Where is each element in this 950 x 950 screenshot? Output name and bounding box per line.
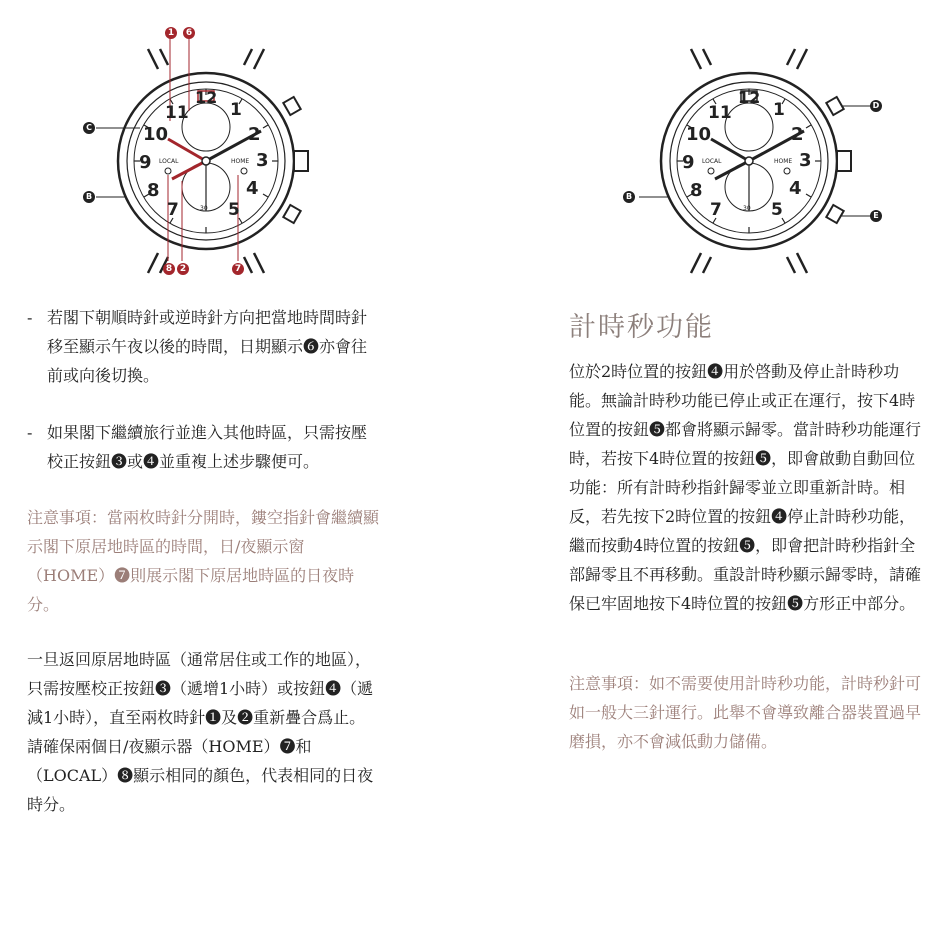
dial-numeral-11: 11 [708, 103, 732, 123]
local-label: LOCAL [159, 158, 179, 165]
left-paragraph: 一旦返回原居地時區（通常居住或工作的地區），只需按壓校正按鈕❸（遞增1小時）或按鈕❹（遞減1小時），直至兩枚時針❶及❷重新疊合爲止。請確保兩個日/夜顯示器（HOME）❼和（LOCAL）❽顯示相同的顏色，代表相同的日夜時分。 [27, 650, 374, 814]
section-title: 計時秒功能 [569, 312, 714, 343]
dial-numeral-4: 4 [246, 178, 259, 199]
local-label: LOCAL [702, 158, 722, 165]
dial-numeral-9: 9 [682, 152, 695, 173]
subdial-30-label: 30 [743, 205, 751, 212]
subdial-30-label: 30 [200, 205, 208, 212]
right-paragraph: 位於2時位置的按鈕❹用於啓動及停止計時秒功能。無論計時秒功能已停止或正在運行，按下4時位置的按鈕❺都會將顯示歸零。當計時秒功能運行時，若按下4時位置的按鈕❺，即會啟動自動回位功能：所有計時秒指針歸零並立即重新計時。相反，若先按下2時位置的按鈕❹停止計時秒功能，繼而按動4時位置的按鈕❺，即會把計時秒指針全部歸零且不再移動。重設計時秒顯示歸零時，請確保已牢固地按下4時位置的按鈕❺方形正中部分。 [569, 362, 922, 613]
dial-numeral-8: 8 [690, 180, 703, 201]
callout-2: 2 [177, 263, 189, 275]
callout-1: 1 [165, 27, 177, 39]
dial-numeral-10: 10 [686, 124, 712, 145]
dial-numeral-3: 3 [799, 150, 812, 171]
dial-numeral-5: 5 [228, 200, 240, 220]
bullet-text: 若閣下朝順時針或逆時針方向把當地時間時針移至顯示午夜以後的時間，日期顯示❻亦會往前或向後切換。 [47, 308, 368, 385]
bullet-dash: - [27, 308, 33, 327]
dial-numeral-3: 3 [256, 150, 269, 171]
dial-numeral-11: 11 [165, 103, 189, 123]
callout-d: D [870, 100, 882, 112]
bullet-text: 如果閣下繼續旅行並進入其他時區，只需按壓校正按鈕❸或❹並重複上述步驟便可。 [47, 423, 368, 471]
callout-b: B [623, 191, 635, 203]
dial-numeral-1: 1 [773, 100, 785, 120]
callout-6: 6 [183, 27, 195, 39]
dial-numeral-5: 5 [771, 200, 783, 220]
bullet-time-adjust [27, 303, 379, 393]
callout-8: 8 [163, 263, 175, 275]
dial-numeral-10: 10 [143, 124, 169, 145]
dial-numeral-12: 12 [738, 88, 761, 107]
dial-numeral-7: 7 [710, 200, 722, 220]
left-note: 注意事項：當兩枚時針分開時，鏤空指針會繼續顯示閣下原居地時區的時間，日/夜顯示窗（HOME）❼則展示閣下原居地時區的日夜時分。 [27, 508, 380, 614]
home-label: HOME [231, 158, 250, 165]
dial-numeral-8: 8 [147, 180, 160, 201]
bullet-continue-travel [27, 418, 379, 478]
dial-numeral-4: 4 [789, 178, 802, 199]
right-dial [0, 0, 950, 290]
dial-numeral-9: 9 [139, 152, 152, 173]
bullet-dash: - [27, 423, 33, 442]
dial-numeral-12: 12 [195, 88, 218, 107]
dial-numeral-1: 1 [230, 100, 242, 120]
dial-numeral-7: 7 [167, 200, 179, 220]
callout-c: C [83, 122, 95, 134]
callout-b: B [83, 191, 95, 203]
callout-7: 7 [232, 263, 244, 275]
dial-numeral-2: 2 [248, 124, 261, 145]
callout-e: E [870, 210, 882, 222]
right-note: 注意事項：如不需要使用計時秒功能，計時秒針可如一般大三針運行。此舉不會導致離合器裝置過早磨損，亦不會減低動力儲備。 [569, 674, 922, 751]
dial-numeral-2: 2 [791, 124, 804, 145]
home-label: HOME [774, 158, 793, 165]
